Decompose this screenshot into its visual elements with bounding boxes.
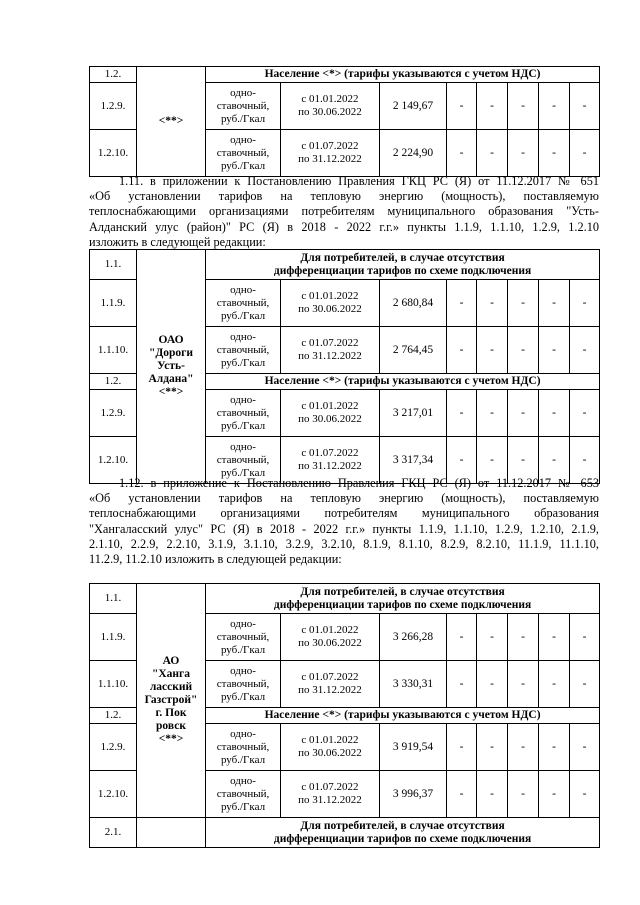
empty-value: - [447,437,477,484]
empty-value: - [539,130,570,177]
section-header-line: дифференциации тарифов по схеме подключения [273,832,532,845]
empty-value: - [477,614,508,661]
organization-cell [137,584,206,818]
empty-value: - [477,724,508,771]
tariff-value: 2 224,90 [380,130,447,177]
rate-unit-line: руб./Гкал [220,643,266,656]
validity-period-line: с 01.07.2022 [301,447,359,459]
rate-unit-line: ставочный, [216,406,270,419]
validity-period-line: по 31.12.2022 [298,153,362,165]
empty-value: - [539,771,570,818]
empty-value: - [447,327,477,374]
rate-unit-line: руб./Гкал [220,356,266,369]
empty-value: - [570,614,600,661]
empty-value: - [447,771,477,818]
rate-unit-line: руб./Гкал [220,690,266,703]
rate-unit-line: одно- [230,440,256,453]
validity-period [281,327,380,374]
rate-unit-line: руб./Гкал [220,800,266,813]
rate-unit-line: одно- [230,727,256,740]
rate-unit [206,390,281,437]
row-number: 1.2.10. [90,437,137,484]
validity-period-line: по 31.12.2022 [298,460,362,472]
validity-period-line: по 31.12.2022 [298,684,362,696]
validity-period-line: по 30.06.2022 [298,106,362,118]
empty-value: - [477,327,508,374]
empty-value: - [508,771,539,818]
empty-value: - [539,614,570,661]
tariff-value: 3 217,01 [380,390,447,437]
rate-unit [206,724,281,771]
rate-unit-line: ставочный, [216,630,270,643]
row-number: 1.1.9. [90,280,137,327]
empty-value: - [570,437,600,484]
empty-value: - [508,724,539,771]
rate-unit-line: ставочный, [216,677,270,690]
section-header-line: дифференциации тарифов по схеме подключения [273,264,532,277]
empty-value: - [447,83,477,130]
organization-name-line: ровск [156,720,186,732]
empty-value: - [570,661,600,708]
section-header [206,708,600,724]
rate-unit [206,130,281,177]
rate-unit-line: ставочный, [216,146,270,159]
validity-period-line: с 01.01.2022 [301,93,359,105]
tariff-value: 2 764,45 [380,327,447,374]
rate-unit [206,280,281,327]
rate-unit-line: ставочный, [216,343,270,356]
rate-unit [206,83,281,130]
section-header-row [90,250,600,280]
paragraph-line: изложить в следующей редакции: [89,234,266,249]
validity-period-line: по 30.06.2022 [298,303,362,315]
rate-unit-line: ставочный, [216,787,270,800]
paragraph-line: 11.2.9, 11.2.10 изложить в следующей редакции: [89,551,342,566]
tariff-value: 3 266,28 [380,614,447,661]
section-header-line: Для потребителей, в случае отсутствия [300,819,505,832]
paragraph-line: Алданский улус (район)" РС (Я) в 2018 - 2022 г.г.» пункты 1.1.9, 1.1.10, 1.2.9, 1.2.10 [89,219,599,234]
rate-unit-line: ставочный, [216,99,270,112]
empty-value: - [508,327,539,374]
empty-value: - [539,661,570,708]
rate-unit [206,771,281,818]
validity-period-line: по 31.12.2022 [298,350,362,362]
row-number: 1.2. [90,67,137,83]
section-header [206,67,600,83]
empty-value: - [447,390,477,437]
empty-value: - [570,327,600,374]
rate-unit-line: одно- [230,133,256,146]
organization-name-line: Усть- [157,360,185,372]
paragraph-1-11 [89,174,599,250]
empty-value: - [508,130,539,177]
paragraph-line: «Об установлении тарифов на тепловую энергию (мощность), поставляемую [89,491,599,506]
section-header-line: Население <*> (тарифы указываются с учетом НДС) [264,709,541,721]
tariff-value: 3 996,37 [380,771,447,818]
section-header-line: Население <*> (тарифы указываются с учетом НДС) [264,68,541,80]
organization-name-line: ОАО [158,334,184,346]
rate-unit-line: одно- [230,617,256,630]
rate-unit [206,614,281,661]
section-header-line: Для потребителей, в случае отсутствия [300,251,505,264]
tariff-value: 2 149,67 [380,83,447,130]
paragraph-1-12 [89,476,599,567]
tariff-table-1 [89,66,600,177]
paragraph-line: 2.1.10, 2.2.9, 2.2.10, 3.1.9, 3.1.10, 3.2.9, 3.2.10, 8.1.9, 8.1.10, 8.2.9, 8.2.10, 11.1.9, 11.1.10, [89,536,599,551]
empty-value: - [508,614,539,661]
section-header-row [90,818,600,848]
rate-unit-line: одно- [230,330,256,343]
row-number: 1.2. [90,708,137,724]
empty-value: - [477,771,508,818]
tariff-table-3 [89,583,600,848]
validity-period-line: с 01.07.2022 [301,781,359,793]
empty-value: - [570,724,600,771]
empty-value: - [539,83,570,130]
paragraph-line: "Хангаласский улус" РС (Я) в 2018 - 2022 г.г.» пункты 1.1.9, 1.1.10, 1.2.9, 1.2.10, 2.1.9, [89,521,599,536]
empty-value: - [539,437,570,484]
row-number: 1.2.10. [90,130,137,177]
validity-period [281,130,380,177]
empty-value: - [570,130,600,177]
empty-value: - [570,390,600,437]
empty-value: - [477,280,508,327]
rate-unit-line: ставочный, [216,740,270,753]
validity-period-line: с 01.01.2022 [301,290,359,302]
row-number: 2.1. [90,818,137,848]
section-header-line: дифференциации тарифов по схеме подключения [273,598,532,611]
tariff-table-2 [89,249,600,484]
empty-value: - [539,724,570,771]
paragraph-line: «Об установлении тарифов на тепловую энергию (мощность), поставляемую [89,189,599,204]
row-number: 1.2.9. [90,83,137,130]
empty-value: - [508,280,539,327]
section-header [206,584,600,614]
tariff-value: 3 330,31 [380,661,447,708]
validity-period-line: с 01.07.2022 [301,140,359,152]
organization-cell-empty [137,818,206,848]
validity-period [281,771,380,818]
validity-period [281,661,380,708]
rate-unit-line: одно- [230,664,256,677]
empty-value: - [508,437,539,484]
validity-period [281,280,380,327]
rate-unit-line: одно- [230,283,256,296]
row-number: 1.2.9. [90,390,137,437]
empty-value: - [477,437,508,484]
rate-unit-line: ставочный, [216,453,270,466]
organization-name-line: г. Пок [155,707,187,719]
validity-period-line: с 01.01.2022 [301,624,359,636]
row-number: 1.1.10. [90,661,137,708]
organization-name-line: Алдана" [148,373,194,385]
organization-name-line: АО [162,655,180,667]
section-header-line: Для потребителей, в случае отсутствия [300,585,505,598]
validity-period [281,724,380,771]
validity-period-line: с 01.01.2022 [301,400,359,412]
validity-period-line: с 01.07.2022 [301,337,359,349]
row-number: 1.1. [90,250,137,280]
validity-period-line: с 01.07.2022 [301,671,359,683]
rate-unit-line: руб./Гкал [220,753,266,766]
paragraph-line: теплоснабжающими организациями потребителям муниципального образования "Усть- [89,204,599,219]
empty-value: - [508,390,539,437]
empty-value: - [447,280,477,327]
empty-value: - [508,661,539,708]
empty-value: - [570,771,600,818]
empty-value: - [447,724,477,771]
empty-value: - [539,390,570,437]
organization-cell: <**> [137,67,206,177]
rate-unit-line: руб./Гкал [220,309,266,322]
validity-period-line: по 30.06.2022 [298,637,362,649]
empty-value: - [508,83,539,130]
rate-unit-line: руб./Гкал [220,159,266,172]
empty-value: - [477,390,508,437]
organization-name-line: "Дороги [148,347,194,359]
row-number: 1.2.10. [90,771,137,818]
rate-unit-line: руб./Гкал [220,466,266,479]
section-header [206,818,600,848]
empty-value: - [477,83,508,130]
tariff-value: 2 680,84 [380,280,447,327]
empty-value: - [477,130,508,177]
empty-value: - [570,280,600,327]
validity-period [281,390,380,437]
organization-name-line: <**> [158,386,184,398]
tariff-value: 3 919,54 [380,724,447,771]
row-number: 1.1. [90,584,137,614]
rate-unit [206,327,281,374]
empty-value: - [477,661,508,708]
empty-value: - [539,280,570,327]
organization-cell [137,250,206,484]
organization-name-line: ласский [149,681,193,693]
empty-value: - [570,83,600,130]
validity-period [281,614,380,661]
rate-unit [206,661,281,708]
section-header [206,374,600,390]
organization-name-line: <**> [158,733,184,745]
validity-period-line: с 01.01.2022 [301,734,359,746]
validity-period-line: по 30.06.2022 [298,747,362,759]
empty-value: - [447,614,477,661]
row-number: 1.2.9. [90,724,137,771]
organization-name-line: "Ханга [151,668,191,680]
row-number: 1.2. [90,374,137,390]
empty-value: - [447,130,477,177]
validity-period [281,83,380,130]
empty-value: - [447,661,477,708]
section-header [206,250,600,280]
rate-unit-line: руб./Гкал [220,112,266,125]
organization-name-line: Газстрой" [144,694,198,706]
validity-period-line: по 30.06.2022 [298,413,362,425]
rate-unit-line: ставочный, [216,296,270,309]
section-header-row [90,67,600,83]
rate-unit-line: одно- [230,774,256,787]
rate-unit-line: руб./Гкал [220,419,266,432]
row-number: 1.1.9. [90,614,137,661]
empty-value: - [539,327,570,374]
validity-period-line: по 31.12.2022 [298,794,362,806]
section-header-line: Население <*> (тарифы указываются с учетом НДС) [264,375,541,387]
rate-unit-line: одно- [230,86,256,99]
paragraph-line: 1.12. в приложение к Постановлению Правления ГКЦ РС (Я) от 11.12.2017 № 653 [119,476,599,490]
rate-unit-line: одно- [230,393,256,406]
tariff-value: 3 317,34 [380,437,447,484]
row-number: 1.1.10. [90,327,137,374]
paragraph-line: теплоснабжающими организациями потребителям муниципального образования [89,506,599,521]
section-header-row [90,584,600,614]
paragraph-line: 1.11. в приложении к Постановлению Правления ГКЦ РС (Я) от 11.12.2017 № 651 [119,174,599,188]
